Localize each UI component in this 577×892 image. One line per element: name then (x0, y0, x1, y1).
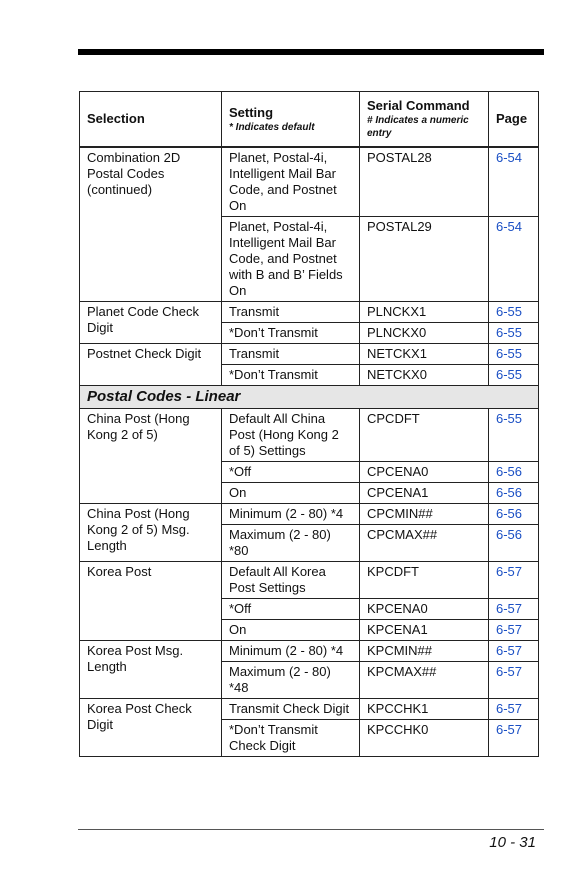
page-link[interactable]: 6-54 (496, 219, 523, 234)
page-link[interactable]: 6-57 (496, 722, 523, 737)
setting-cell: Transmit (222, 302, 360, 323)
page-cell (489, 562, 539, 599)
table-row (80, 699, 539, 720)
setting-cell: *Don’t Transmit (222, 323, 360, 344)
page-link[interactable]: 6-56 (496, 506, 523, 521)
page-link[interactable]: 6-55 (496, 367, 523, 382)
table-row (80, 344, 539, 365)
setting-cell: On (222, 620, 360, 641)
page-cell (489, 641, 539, 662)
selection-cell: Combination 2D Postal Codes (continued) (80, 147, 222, 302)
command-cell: PLNCKX1 (360, 302, 489, 323)
page-cell (489, 302, 539, 323)
page-cell (489, 662, 539, 699)
header-selection: Selection (80, 92, 222, 148)
page-link[interactable]: 6-56 (496, 464, 523, 479)
page-link[interactable]: 6-55 (496, 325, 523, 340)
page-cell (489, 504, 539, 525)
command-cell: KPCENA1 (360, 620, 489, 641)
command-cell: NETCKX1 (360, 344, 489, 365)
page-cell (489, 699, 539, 720)
command-cell: POSTAL29 (360, 217, 489, 302)
table-row (80, 504, 539, 525)
selection-cell: Planet Code Check Digit (80, 302, 222, 344)
command-cell: PLNCKX0 (360, 323, 489, 344)
setting-cell: *Don’t Transmit (222, 365, 360, 386)
selection-cell: China Post (Hong Kong 2 of 5) (80, 409, 222, 504)
page-link[interactable]: 6-57 (496, 601, 523, 616)
command-cell: KPCDFT (360, 562, 489, 599)
selection-cell: Korea Post (80, 562, 222, 641)
page-link[interactable]: 6-57 (496, 622, 523, 637)
command-cell: CPCMAX## (360, 525, 489, 562)
header-setting: Setting * Indicates default (222, 92, 360, 148)
page-number: 10 - 31 (489, 834, 536, 851)
selection-cell: Postnet Check Digit (80, 344, 222, 386)
table-row (80, 641, 539, 662)
selection-cell: China Post (Hong Kong 2 of 5) Msg. Length (80, 504, 222, 562)
setting-cell: *Off (222, 599, 360, 620)
page-cell (489, 462, 539, 483)
page-cell (489, 620, 539, 641)
page-link[interactable]: 6-55 (496, 304, 523, 319)
top-rule (78, 49, 544, 55)
table-header-row (80, 92, 539, 148)
setting-cell: Default All Korea Post Settings (222, 562, 360, 599)
command-cell: KPCCHK1 (360, 699, 489, 720)
setting-cell: Maximum (2 - 80) *48 (222, 662, 360, 699)
selection-cell: Korea Post Msg. Length (80, 641, 222, 699)
page-cell (489, 365, 539, 386)
setting-cell: Planet, Postal-4i, Intelligent Mail Bar Code, and Postnet with B and B’ Fields On (222, 217, 360, 302)
header-setting-note: * Indicates default (229, 121, 315, 133)
setting-cell: Maximum (2 - 80) *80 (222, 525, 360, 562)
selection-cell: Korea Post Check Digit (80, 699, 222, 757)
setting-cell: Minimum (2 - 80) *4 (222, 641, 360, 662)
command-cell: POSTAL28 (360, 147, 489, 217)
header-serial-command: Serial Command # Indicates a numeric entry (360, 92, 489, 148)
setting-cell: On (222, 483, 360, 504)
setting-cell: *Off (222, 462, 360, 483)
page-cell (489, 599, 539, 620)
setting-cell: *Don’t Transmit Check Digit (222, 720, 360, 757)
table-row (80, 562, 539, 599)
page-link[interactable]: 6-55 (496, 411, 523, 426)
page-link[interactable]: 6-57 (496, 564, 523, 579)
page-cell (489, 344, 539, 365)
setting-cell: Transmit Check Digit (222, 699, 360, 720)
table-row (80, 409, 539, 462)
command-cell: KPCENA0 (360, 599, 489, 620)
page-link[interactable]: 6-55 (496, 346, 523, 361)
bottom-rule (78, 829, 544, 830)
header-serial-note: # Indicates a numeric entry (367, 115, 469, 139)
page-link[interactable]: 6-57 (496, 664, 523, 679)
table-row (80, 302, 539, 323)
command-cell: KPCCHK0 (360, 720, 489, 757)
serial-command-table (79, 91, 539, 757)
command-cell: CPCENA1 (360, 483, 489, 504)
section-heading: Postal Codes - Linear (80, 386, 539, 409)
page-link[interactable]: 6-56 (496, 527, 523, 542)
page-cell (489, 147, 539, 217)
page-cell (489, 720, 539, 757)
table-row (80, 147, 539, 217)
command-cell: CPCENA0 (360, 462, 489, 483)
command-cell: NETCKX0 (360, 365, 489, 386)
page-cell (489, 323, 539, 344)
command-cell: KPCMIN## (360, 641, 489, 662)
page-cell (489, 217, 539, 302)
setting-cell: Transmit (222, 344, 360, 365)
section-row (80, 386, 539, 409)
page-cell (489, 525, 539, 562)
page-link[interactable]: 6-57 (496, 643, 523, 658)
page-link[interactable]: 6-54 (496, 150, 523, 165)
command-cell: CPCMIN## (360, 504, 489, 525)
setting-cell: Default All China Post (Hong Kong 2 of 5) Settings (222, 409, 360, 462)
page-cell (489, 409, 539, 462)
setting-cell: Minimum (2 - 80) *4 (222, 504, 360, 525)
page-link[interactable]: 6-56 (496, 485, 523, 500)
command-cell: CPCDFT (360, 409, 489, 462)
setting-cell: Planet, Postal-4i, Intelligent Mail Bar Code, and Postnet On (222, 147, 360, 217)
command-cell: KPCMAX## (360, 662, 489, 699)
page-cell (489, 483, 539, 504)
page-link[interactable]: 6-57 (496, 701, 523, 716)
header-page: Page (489, 92, 539, 148)
